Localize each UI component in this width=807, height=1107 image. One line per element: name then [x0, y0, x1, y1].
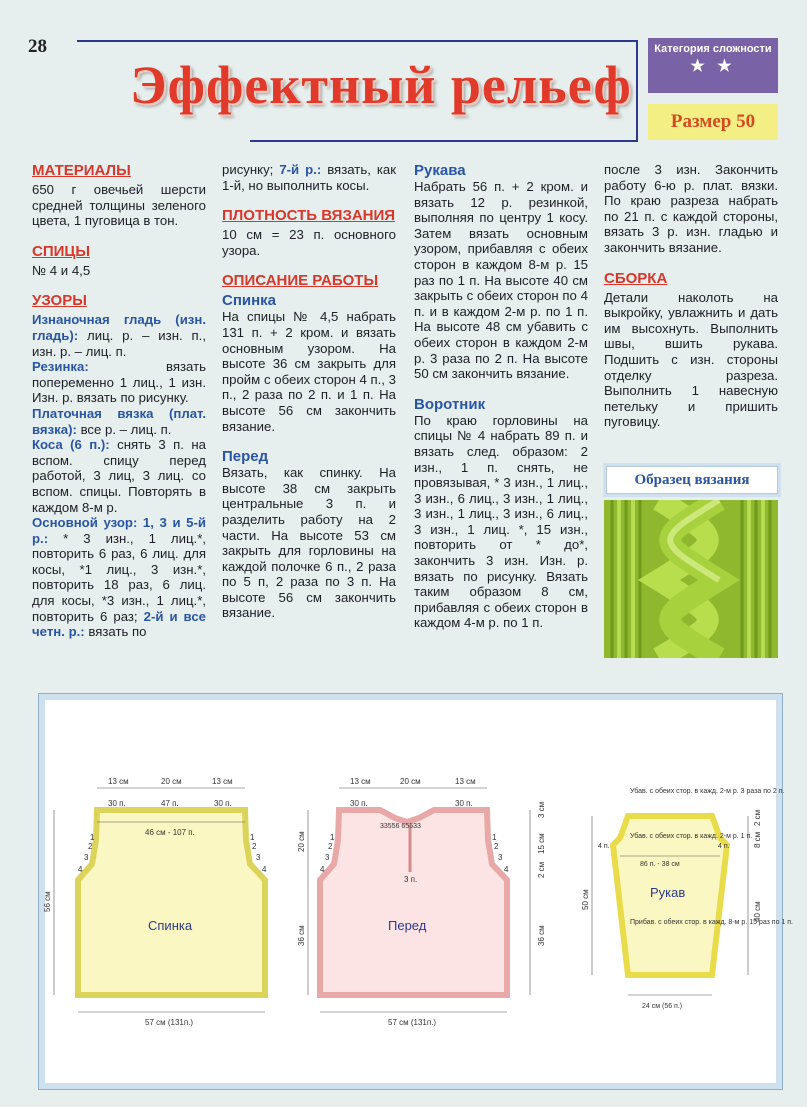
star-icon: ★ ★: [690, 58, 736, 75]
sleeves-text: Набрать 56 п. + 2 кром. и вязать 12 р. резинкой, выполняя по центру 1 косу. Затем вязать основным узором, прибавляя с обеих сторон в каждом 8-м р. 15 раз по 1 п. На высоте 40 см закрыть с обеих сторон по 4 п. и в каждом 2-м р. по 1 п. На высоте 48 см убавить с обеих сторон в каждом 2-м р. 3 раза по 2 п. На высоте 50 см закончить вязание.: [414, 179, 588, 382]
dim-text: 30 п.: [350, 799, 368, 808]
dim-text: 20 см: [161, 777, 182, 786]
pattern-text: вязать по: [84, 624, 147, 640]
dim-text: 30 п.: [214, 799, 232, 808]
dim-text: 46 см - 107 п.: [145, 828, 195, 837]
pattern-name: Платочная вязка (плат. вязка):: [32, 405, 206, 437]
dim-text: 20 см: [297, 831, 306, 852]
dim-text: 1: [492, 833, 497, 842]
pattern-text: все р. – лиц. п.: [76, 421, 172, 437]
page-number: 28: [28, 36, 47, 57]
back-piece: [78, 810, 265, 995]
dim-text: 3: [84, 853, 89, 862]
front-heading: Перед: [222, 448, 269, 466]
back-text: На спицы № 4,5 набрать 131 п. + 2 кром. и вязать основным узором. На высоте 36 см закрыть для пройм с обеих сторон 4 п., 3 п., 2 раза по 2 п. и 1 п. На высоте 56 см закончить вязание.: [222, 309, 396, 434]
sample-label: Образец вязания: [606, 466, 778, 494]
dim-text: 3: [256, 853, 261, 862]
pattern-name: Основной узор: 1, 3 и 5-й р.:: [32, 515, 206, 546]
dim-text: 4: [262, 865, 267, 874]
dim-text: 13 см: [212, 777, 233, 786]
dim-text: 1: [90, 833, 95, 842]
dim-text: 2 см: [537, 861, 546, 878]
dim-text: 56 см: [43, 891, 52, 912]
dim-text: 4: [504, 865, 509, 874]
dim-text: 3: [325, 853, 330, 862]
dim-text: 3 п.: [404, 875, 418, 884]
density-heading: ПЛОТНОСТЬ ВЯЗАНИЯ: [222, 207, 396, 225]
size-badge: Размер 50: [648, 104, 778, 140]
dim-text: 47 п.: [161, 799, 179, 808]
collar-continued: после 3 изн. Закончить работу 6-ю р. плат. вязки. По краю разреза набрать по 21 п. с каждой стороны, вязать 3 р. изн. гладью и закончить вязание.: [604, 162, 778, 255]
dim-text: 3 см: [537, 801, 546, 818]
dim-text: 13 см: [455, 777, 476, 786]
dim-text: 4: [320, 865, 325, 874]
materials-text: 650 г овечьей шерсти средней толщины зеленого цвета, 1 пуговица в тон.: [32, 182, 206, 229]
needles-heading: СПИЦЫ: [32, 242, 91, 260]
dim-text: 2: [494, 842, 499, 851]
pattern-text: вязать попеременно 1 лиц., 1 изн. Изн. р. вязать по рисунку.: [32, 359, 206, 406]
dim-text: 4: [78, 865, 83, 874]
sleeve-note-mid: Убав. с обеих стор. в кажд. 2-м р. 1 п.: [630, 833, 753, 840]
neck-numbers: 33556 65533: [380, 823, 421, 830]
dim-text: 3: [498, 853, 503, 862]
sleeve-note-top: Убав. с обеих стор. в кажд. 2-м р. 3 раза по 2 п.: [630, 788, 785, 795]
assembly-text: Детали наколоть на выкройку, увлажнить и дать им высохнуть. Выполнить швы, вшить рукава. Подшить с изн. стороны отделку разреза. Выполнить 1 навесную петельку и пришить пуговицу.: [604, 289, 778, 430]
dim-text: 13 см: [108, 777, 129, 786]
dim-text: 2: [88, 842, 93, 851]
materials-heading: МАТЕРИАЛЫ: [32, 162, 131, 179]
dim-text: 30 п.: [455, 799, 473, 808]
needles-text: № 4 и 4,5: [32, 262, 91, 278]
dim-text: 20 см: [400, 777, 421, 786]
pattern-text: вязать, как 1-й, но выполнить косы.: [222, 162, 396, 193]
pattern-name: Изнаночная гладь (изн. гладь):: [32, 312, 206, 343]
pattern-name: Коса (6 п.):: [32, 437, 110, 453]
sleeve-label: Рукав: [650, 885, 686, 900]
pattern-text: лиц. р. – изн. п., изн. р. – лиц. п.: [32, 327, 206, 359]
dim-text: 1: [250, 833, 255, 842]
dim-text: 1: [330, 833, 335, 842]
page-title: Эффектный рельеф: [130, 55, 632, 115]
sleeve-inner: 86 п. - 38 см: [640, 861, 680, 868]
difficulty-label: Категория сложности: [654, 43, 772, 55]
dim-text: 36 см: [297, 925, 306, 946]
dim-text: 2: [328, 842, 333, 851]
front-piece: [320, 810, 507, 995]
front-text: Вязать, как спинку. На высоте 38 см закрыть центральные 3 п. и разделить работу на 2 части. На высоте 53 см закрыть для горловины на каждой полочке 6 п., 2 раза по 5 п, 2 раза по 3 п. На высоте 56 см закончить вязание.: [222, 465, 396, 621]
back-label: Спинка: [148, 918, 193, 933]
dim-text: 8 см: [753, 831, 762, 848]
dim-text: 30 п.: [108, 799, 126, 808]
pattern-text: снять 3 п. на вспом. спицу перед работой, 3 лиц, 3 лиц. со вспом. спицы. Повторять в каждом 8-м р.: [32, 437, 206, 515]
sleeves-heading: Рукава: [414, 162, 466, 179]
assembly-heading: СБОРКА: [604, 269, 668, 287]
dim-text: 57 см (131п.): [145, 1018, 194, 1027]
description-heading: ОПИСАНИЕ РАБОТЫ: [222, 272, 379, 290]
dim-text: 40 см: [753, 901, 762, 922]
dim-text: 15 см: [537, 833, 546, 854]
dim-text: 57 см (131п.): [388, 1018, 437, 1027]
pattern-name: 7-й р.:: [273, 162, 322, 177]
dim-text: 4 п.: [718, 843, 730, 850]
dim-text: 24 см (56 п.): [642, 1003, 683, 1010]
pattern-name: 2-й и все четн. р.:: [32, 608, 207, 640]
back-heading: Спинка: [222, 292, 277, 310]
dim-text: 50 см: [581, 889, 590, 910]
patterns-heading: УЗОРЫ: [32, 292, 87, 310]
pattern-text: рисунку;: [222, 162, 274, 177]
pattern-name: Резинка:: [32, 359, 89, 375]
dim-text: 13 см: [350, 777, 371, 786]
front-label: Перед: [388, 918, 427, 933]
density-text: 10 см = 23 п. основного узора.: [222, 227, 396, 258]
dim-text: 2: [252, 842, 257, 851]
collar-text: По краю горловины на спицы № 4 набрать 89 п. и вязать след. образом: 2 изн., 1 п. снять, не провязывая, * 3 изн., 1 лиц., 3 изн., 6 лиц., 3 изн., 1 лиц., 3 изн., 1 лиц., 3 изн., 6 лиц., 3 изн., 1 лиц. *, 15 изн., повторить от * до*, закончить 3 изн. Изн. р. вязать по рисунку. Вязать таким образом 8 см, прибавляя с обеих сторон в каждом 4-м р. по 1 п.: [414, 412, 588, 631]
dim-text: 4 п.: [598, 843, 610, 850]
collar-heading: Воротник: [414, 395, 486, 413]
dim-text: 36 см: [537, 925, 546, 946]
sleeve-note-bottom: Прибав. с обеих стор. в кажд. 8-м р. 15 раз по 1 п.: [630, 919, 793, 926]
dim-text: 2 см: [753, 809, 762, 826]
pattern-text: * 3 изн., 1 лиц.*, повторить 6 раз, 6 лиц. для косы, *1 лиц., 3 изн.*, повторить 18 раз, 6 лиц. для косы, *3 изн., 1 лиц.*, повторить 6 раз;: [32, 530, 206, 624]
